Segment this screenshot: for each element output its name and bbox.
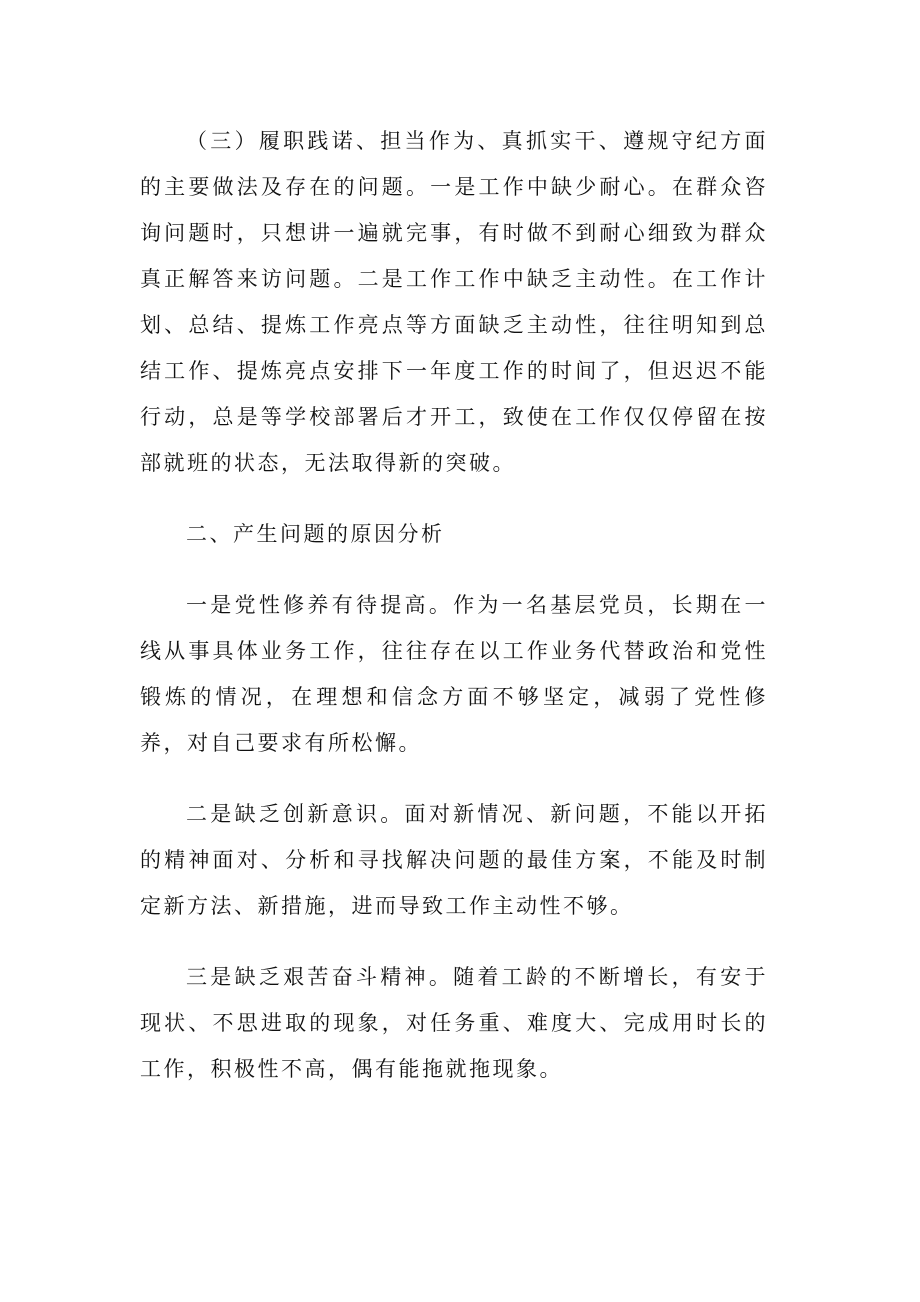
section-heading-cause-analysis: 二、产生问题的原因分析: [186, 522, 445, 546]
paragraph-section-three: （三）履职践诺、担当作为、真抓实干、遵规守纪方面的主要做法及存在的问题。一是工作中缺少耐心。在群众咨询问题时，只想讲一遍就完事，有时做不到耐心细致为群众真正解答来访问题。二是工作工作中缺乏主动性。在工作计划、总结、提炼工作亮点等方面缺乏主动性，往往明知到总结工作、提炼亮点安排下一年度工作的时间了，但迟迟不能行动，总是等学校部署后才开工，致使在工作仅仅停留在按部就班的状态，无法取得新的突破。: [140, 129, 768, 475]
paragraph-analysis-two: 二是缺乏创新意识。面对新情况、新问题，不能以开拓的精神面对、分析和寻找解决问题的最佳方案，不能及时制定新方法、新措施，进而导致工作主动性不够。: [140, 802, 768, 918]
paragraph-analysis-one: 一是党性修养有待提高。作为一名基层党员，长期在一线从事具体业务工作，往往存在以工作业务代替政治和党性锻炼的情况，在理想和信念方面不够坚定，减弱了党性修养，对自己要求有所松懈。: [140, 593, 768, 755]
paragraph-analysis-three: 三是缺乏艰苦奋斗精神。随着工龄的不断增长，有安于现状、不思进取的现象，对任务重、难度大、完成用时长的工作，积极性不高，偶有能拖就拖现象。: [140, 965, 768, 1081]
document-body: [140, 118, 768, 1092]
